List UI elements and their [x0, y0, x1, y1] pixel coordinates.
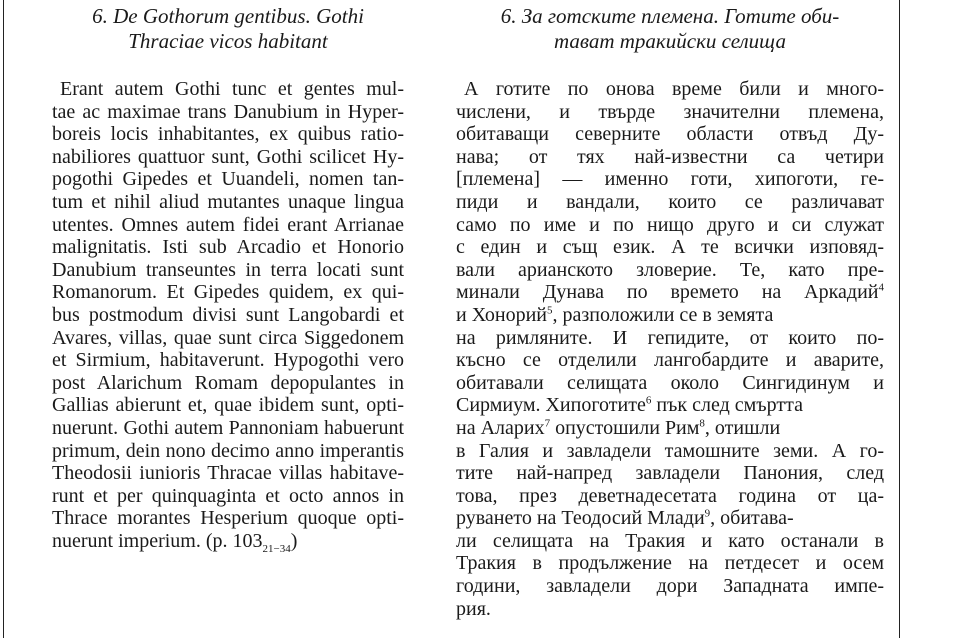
reference-close: ) — [290, 529, 298, 552]
latin-line: primum, dein nono decimo anno imperantis — [52, 439, 404, 462]
latin-line: Theodosii iunioris Thracae villas habitave- — [52, 462, 404, 485]
bulgarian-line: години, завладели дори Западната импе- — [456, 575, 884, 598]
page-range-subscript: 21−34 — [262, 542, 291, 555]
bulgarian-line: минали Дунава по времето на Аркадий — [456, 281, 879, 304]
bulgarian-line-rest: , обитава- — [710, 507, 794, 530]
latin-line: Gallias abierunt et, quae ibidem sunt, opti- — [52, 394, 404, 417]
bulgarian-line-rest: , отишли — [704, 416, 781, 439]
bulgarian-line: нава; от тях най-известни са четири — [456, 145, 884, 168]
bulgarian-line: руването на Теодосий Млади — [456, 507, 705, 530]
bulgarian-line-with-note — [456, 417, 884, 440]
bulgarian-heading-line: тават тракийски селища — [553, 29, 787, 53]
bulgarian-line: на римляните. И гепидите, от които по- — [456, 326, 884, 349]
latin-line: Erant autem Gothi tunc et gentes mul- — [60, 78, 404, 100]
latin-line: Danubium transeuntes in terra locati sunt — [52, 258, 404, 281]
latin-line: Romanorum. Et Gipedes quidem, ex qui- — [52, 281, 404, 304]
bulgarian-line-with-note — [456, 507, 884, 530]
latin-line: utentes. Omnes autem fidei erant Arrianae — [52, 213, 404, 236]
latin-column — [52, 4, 404, 555]
latin-line: malignitatis. Isti sub Arcadio et Honorio — [52, 236, 404, 259]
bulgarian-line-with-note — [456, 394, 884, 417]
bulgarian-line: в Галия и завладели тамошните земи. А го- — [456, 439, 884, 462]
bulgarian-line: Тракия в продължение на петдесет и осем — [456, 552, 884, 575]
bulgarian-line: вали арианското зловерие. Те, като пре- — [456, 258, 884, 281]
latin-heading-line: Thraciae vicos habitant — [128, 29, 328, 53]
latin-last-line — [52, 530, 404, 553]
latin-body — [52, 78, 404, 555]
latin-heading — [52, 4, 404, 54]
latin-line: et Sirmium, habitaverunt. Hypogothi vero — [52, 349, 404, 372]
bulgarian-line: Сирмиум. Хипоготите — [456, 394, 646, 417]
bulgarian-line: пиди и вандали, които се различават — [456, 190, 884, 213]
latin-line: Avares, villas, quae sunt circa Siggedonem — [52, 326, 404, 349]
bulgarian-line: само по име и по нищо друго и си служат — [456, 213, 884, 236]
bulgarian-line-rest: пък след смъртта — [651, 394, 803, 417]
bulgarian-heading — [456, 4, 884, 54]
bulgarian-line: ли селищата на Тракия и като останали в — [456, 529, 884, 552]
bulgarian-line: обитавали селищата около Сингидинум и — [456, 371, 884, 394]
bulgarian-line-rest: , разположили се в земята — [552, 303, 774, 326]
bulgarian-line-with-note — [456, 281, 884, 304]
left-border-line — [3, 0, 4, 638]
bulgarian-line: и Хонорий — [456, 303, 547, 326]
latin-line: runt et per quinquaginta et octo annos in — [52, 484, 404, 507]
latin-heading-line: 6. De Gothorum gentibus. Gothi — [92, 4, 364, 28]
footnote-marker: 9 — [704, 507, 711, 520]
bulgarian-line: късно се отделили лангобардите и аварите, — [456, 349, 884, 372]
latin-line: nabiliores quattuor sunt, Gothi scilicet Hy- — [52, 145, 404, 168]
bulgarian-column — [456, 4, 884, 620]
footnote-marker: 6 — [645, 394, 652, 407]
footnote-marker: 8 — [699, 417, 705, 430]
footnote-marker: 7 — [544, 417, 551, 430]
bulgarian-line: рия. — [456, 597, 491, 620]
bulgarian-body — [456, 78, 884, 620]
bulgarian-line: А готите по онова време били и много- — [464, 78, 884, 100]
bulgarian-line-with-note — [456, 304, 884, 327]
latin-line: tae ac maximae trans Danubium in Hyper- — [52, 100, 404, 123]
bulgarian-line: тите най-напред завладели Панония, след — [456, 462, 884, 485]
latin-line: Thrace morantes Hesperium quoque opti- — [52, 507, 404, 530]
bulgarian-line: [племена] — именно готи, хипоготи, ге- — [456, 168, 884, 191]
bulgarian-line: обитаващи северните области отвъд Ду- — [456, 123, 884, 146]
bulgarian-line: числени, и твърде значителни племена, — [456, 100, 884, 123]
latin-line: pogothi Gipedes et Uuandeli, nomen tan- — [52, 168, 404, 191]
footnote-marker: 5 — [547, 304, 553, 317]
latin-line: nuerunt. Gothi autem Pannoniam habuerunt — [52, 416, 404, 439]
latin-line: post Alarichum Romam depopulantes in — [52, 371, 404, 394]
latin-line: bus postmodum divisi sunt Langobardi et — [52, 303, 404, 326]
right-border-line — [899, 0, 900, 638]
bulgarian-line: това, през деветнадесетата година от ца- — [456, 484, 884, 507]
latin-line: tum et nihil aliud mutantes unaque lingua — [52, 190, 404, 213]
footnote-marker: 4 — [878, 281, 884, 294]
latin-line: nuerunt imperium. (p. 103 — [52, 529, 263, 552]
bulgarian-line: с един и същ език. А те всички изповяд- — [456, 236, 884, 259]
bulgarian-line-mid: опустошили Рим — [550, 416, 700, 439]
bulgarian-line: на Аларих — [456, 416, 545, 439]
bulgarian-heading-line: 6. За готските племена. Готите оби- — [500, 4, 840, 28]
latin-line: boreis locis inhabitantes, ex quibus ratio- — [52, 123, 404, 146]
